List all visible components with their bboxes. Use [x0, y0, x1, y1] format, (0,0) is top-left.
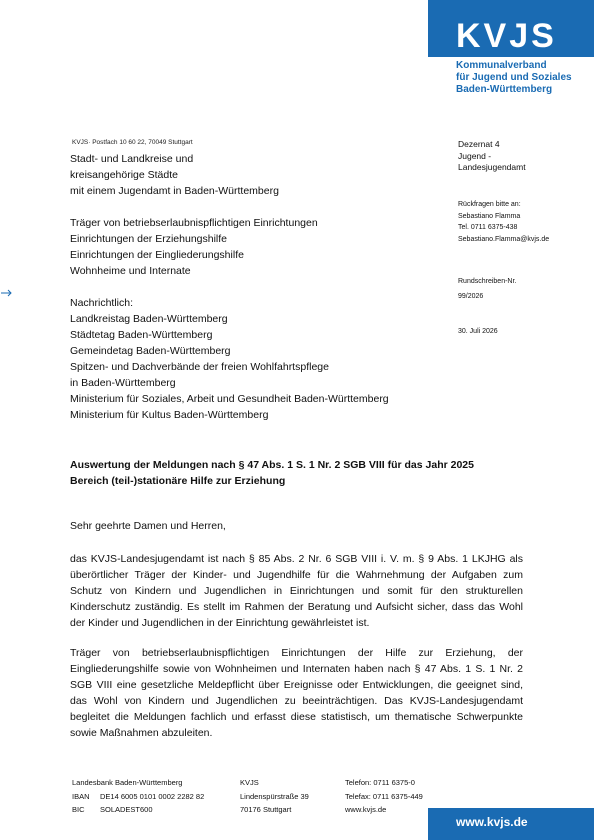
- contact-phone: Tel. 0711 6375-438: [458, 224, 518, 231]
- logo-line-1: Kommunalverband: [456, 60, 547, 71]
- footer-address: [240, 776, 309, 817]
- circular-number: 99/2026: [458, 293, 484, 300]
- subject: [70, 457, 474, 489]
- circular-label: Rundschreiben-Nr.: [458, 278, 517, 285]
- salutation: Sehr geehrte Damen und Herren,: [70, 520, 226, 532]
- cc-line: Landkreistag Baden-Württemberg: [70, 313, 228, 325]
- footer-bic-value: SOLADEST600: [100, 805, 153, 814]
- logo-mark: KVJS: [456, 17, 557, 55]
- cc-line: Städtetag Baden-Württemberg: [70, 329, 213, 341]
- department-line: Jugend -: [458, 150, 492, 161]
- recipient-line: Wohnheime und Internate: [70, 265, 191, 277]
- footer-contact: [345, 776, 423, 817]
- footer-iban-value: DE14 6005 0101 0002 2282 82: [100, 791, 205, 801]
- paragraph-line: das KVJS-Landesjugendamt ist nach § 85 Abs. 2 Nr. 6 SGB VIII i. V. m. § 9 Abs. 1 LKJHG als: [70, 553, 523, 565]
- cc-line: in Baden-Württemberg: [70, 377, 176, 389]
- paragraph-line: Eingliederungshilfe sowie von Wohnheimen und Internaten haben nach § 47 Abs. 1 S. 1 Nr. 2: [70, 663, 523, 675]
- footer-street: Lindenspürstraße 39: [240, 791, 309, 801]
- recipient-line: Träger von betriebserlaubnispflichtigen Einrichtungen: [70, 217, 318, 229]
- recipient-line: mit einem Jugendamt in Baden-Württemberg: [70, 185, 279, 197]
- logo-line-2: für Jugend und Soziales: [456, 72, 572, 83]
- footer-website[interactable]: www.kvjs.de: [345, 805, 387, 814]
- footer-bic-label: BIC: [72, 805, 85, 814]
- arrow-right-icon: [0, 288, 14, 298]
- paragraph-line: Kinderschutz zuständig. Es stellt im Rahmen der Beratung und Aufsicht sicher, dass das Wohl: [70, 601, 523, 613]
- recipient-line: Stadt- und Landkreise und: [70, 153, 194, 165]
- footer-phone: Telefon: 0711 6375-0: [345, 778, 415, 787]
- paragraph-1: [70, 551, 523, 631]
- paragraph-line: der Kinder und Jugendlichen in der Einrichtung gewährleistet ist.: [70, 617, 370, 629]
- web-badge-link[interactable]: www.kvjs.de: [456, 815, 528, 829]
- cc-heading: Nachrichtlich:: [70, 297, 134, 309]
- recipient-line: kreisangehörige Städte: [70, 169, 178, 181]
- paragraph-2: [70, 645, 523, 741]
- paragraph-line: SGB VIII eine gesetzliche Meldepflicht über Ereignisse oder Entwicklungen, die geeignet sind,: [70, 679, 523, 691]
- footer-iban-label: IBAN: [72, 791, 90, 801]
- logo-line-3: Baden-Württemberg: [456, 84, 553, 95]
- letter-date: 30. Juli 2026: [458, 328, 498, 335]
- cc-line: Ministerium für Kultus Baden-Württemberg: [70, 409, 269, 421]
- paragraph-line: Träger von betriebserlaubnispflichtigen Einrichtungen der Hilfe zur Erziehung, der: [70, 647, 523, 659]
- cc-line: Gemeindetag Baden-Württemberg: [70, 345, 231, 357]
- department-line: Landesjugendamt: [458, 162, 526, 172]
- footer-bank-name: Landesbank Baden-Württemberg: [72, 778, 183, 787]
- contact-email: Sebastiano.Flamma@kvjs.de: [458, 235, 550, 243]
- cc-line: Ministerium für Soziales, Arbeit und Gesundheit Baden-Württemberg: [70, 393, 389, 405]
- subject-line: Auswertung der Meldungen nach § 47 Abs. 1 S. 1 Nr. 2 SGB VIII für das Jahr 2025: [70, 459, 474, 471]
- footer-org: KVJS: [240, 778, 259, 787]
- footer-bank-values: [100, 776, 204, 817]
- sender-line: KVJS· Postfach 10 60 22, 70049 Stuttgart: [72, 139, 193, 146]
- footer-city: 70176 Stuttgart: [240, 805, 292, 814]
- contact-line: Rückfragen bitte an:: [458, 201, 521, 208]
- contact-name: Sebastiano Flamma: [458, 212, 521, 220]
- paragraph-line: Schutz von Kindern und Jugendlichen in Einrichtungen und somit für den strukturellen: [70, 585, 523, 597]
- paragraph-line: überörtlicher Träger der Kinder- und Jugendhilfe für die Wahrnehmung der Aufgaben zum: [70, 569, 523, 581]
- cc-line: Spitzen- und Dachverbände der freien Wohlfahrtspflege: [70, 361, 329, 373]
- recipient-line: Einrichtungen der Erziehungshilfe: [70, 233, 228, 245]
- paragraph-line: sowie Maßnahmen abzuleiten.: [70, 727, 213, 739]
- department-line: Dezernat 4: [458, 139, 500, 149]
- recipient-line: Einrichtungen der Eingliederungshilfe: [70, 249, 244, 261]
- footer-fax: Telefax: 0711 6375-449: [345, 791, 423, 801]
- paragraph-line: begleitet die Meldungen fachlich und erfasst diese statistisch, um thematische Schwerpunkte: [70, 711, 523, 723]
- subject-line: Bereich (teil-)stationäre Hilfe zur Erziehung: [70, 475, 286, 487]
- paragraph-line: das Wohl von Kindern und Jugendlichen zu beeinträchtigen. Das KVJS-Landesjugendamt: [70, 695, 523, 707]
